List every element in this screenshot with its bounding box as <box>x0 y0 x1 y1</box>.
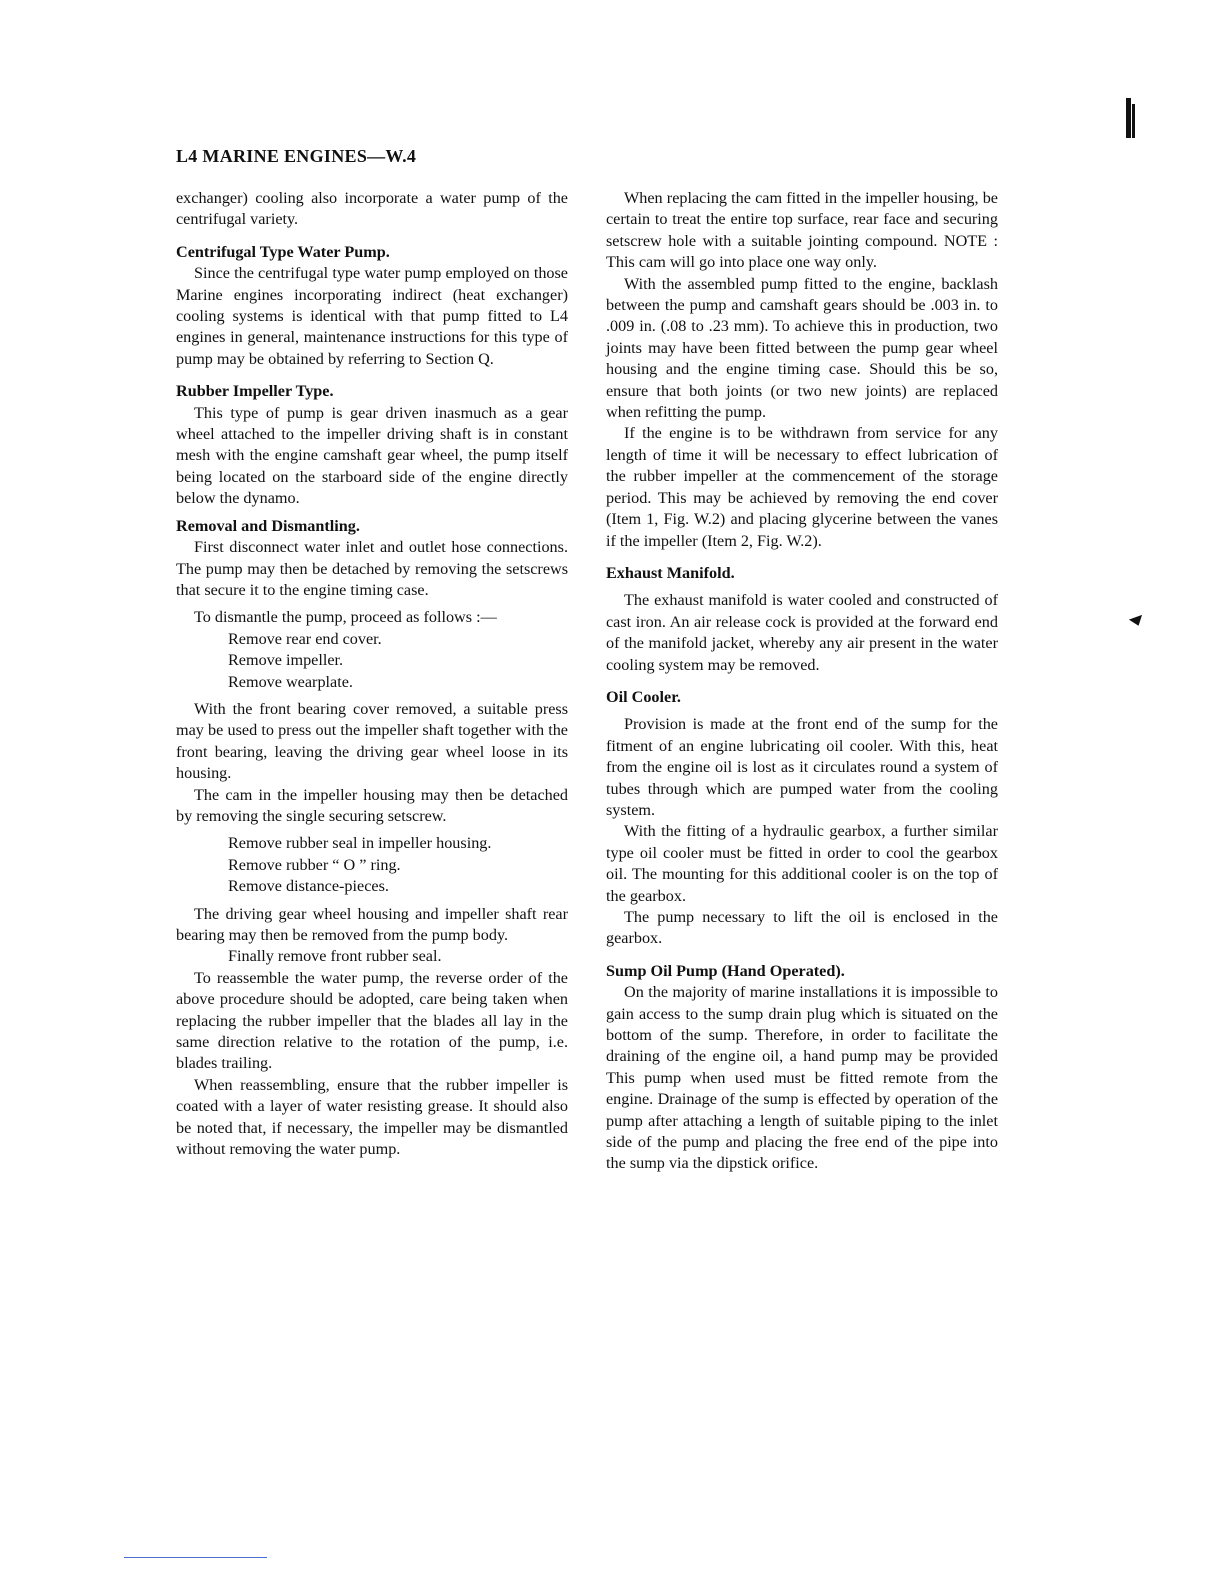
step-list <box>228 833 568 897</box>
section-heading: Exhaust Manifold. <box>606 563 735 582</box>
section-heading: Sump Oil Pump (Hand Operated). <box>606 961 845 980</box>
page-edge-mark <box>1126 98 1131 138</box>
paragraph: To reassemble the water pump, the reverse order of the above procedure should be adopted, care being taken when replacing the rubber impeller that the blades all lay in the same direction relative to the rotation of the pump, i.e. blades trailing. <box>176 968 568 1073</box>
paragraph: With the fitting of a hydraulic gearbox, a further similar type oil cooler must be fitted in order to cool the gearbox oil. The mounting for this additional cooler is on the top of the gearbox. <box>606 822 998 905</box>
paragraph: When reassembling, ensure that the rubber impeller is coated with a layer of water resisting grease. It should also be noted that, if necessary, the impeller may be dismantled without removing the water pump. <box>176 1075 568 1159</box>
page-edge-mark <box>1132 104 1135 138</box>
paragraph: With the front bearing cover removed, a suitable press may be used to press out the impeller shaft together with the front bearing, leaving the driving gear wheel loose in its housing. <box>176 699 568 783</box>
list-item: Finally remove front rubber seal. <box>228 947 442 966</box>
step-list <box>228 946 568 967</box>
paragraph: Provision is made at the front end of the sump for the fitment of an engine lubricating oil cooler. With this, heat from the engine oil is lost as it circulates round a system of tubes through which are pumped water from the cooling system. <box>606 715 998 819</box>
paragraph: The exhaust manifold is water cooled and constructed of cast iron. An air release cock is provided at the forward end of the manifold jacket, whereby any air present in the water cooling system may be removed. <box>606 591 998 674</box>
paragraph: This type of pump is gear driven inasmuch as a gear wheel attached to the impeller driving shaft is in constant mesh with the engine camshaft gear wheel, the pump itself being located on the starboard side of the engine directly below the dynamo. <box>176 403 568 508</box>
paragraph: With the assembled pump fitted to the engine, backlash between the pump and camshaft gears should be .003 in. to .009 in. (.08 to .23 mm). To achieve this in production, two joints may have been fitted between the pump gear wheel housing and the engine timing case. Should this be so, ensure that both joints (or two new joints) are replaced when refitting the pump. <box>606 274 998 422</box>
paragraph: The pump necessary to lift the oil is enclosed in the gearbox. <box>606 908 998 948</box>
list-item: Remove rubber seal in impeller housing. <box>228 834 492 853</box>
section-heading: Oil Cooler. <box>606 687 681 706</box>
paragraph: To dismantle the pump, proceed as follows :— <box>194 608 497 627</box>
left-column <box>176 188 568 1160</box>
section-heading: Centrifugal Type Water Pump. <box>176 242 390 261</box>
step-list <box>228 629 568 693</box>
list-item: Remove impeller. <box>228 651 344 670</box>
right-column <box>606 188 998 1175</box>
list-item: Remove rubber “ O ” ring. <box>228 855 401 874</box>
paragraph: First disconnect water inlet and outlet hose connections. The pump may then be detached by removing the setscrews that secure it to the engine timing case. <box>176 538 568 599</box>
list-item: Remove wearplate. <box>228 672 353 691</box>
footer-rule <box>124 1557 267 1558</box>
paragraph: The driving gear wheel housing and impeller shaft rear bearing may then be removed from the pump body. <box>176 904 568 944</box>
list-item: Remove rear end cover. <box>228 629 382 648</box>
paragraph: If the engine is to be withdrawn from service for any length of time it will be necessary to effect lubrication of the rubber impeller at the commencement of the storage period. This may be achieved by removing the end cover (Item 1, Fig. W.2) and placing glycerine between the vanes if the impeller (Item 2, Fig. W.2). <box>606 424 998 550</box>
margin-arrow-mark <box>1129 615 1145 628</box>
paragraph: The cam in the impeller housing may then be detached by removing the single securing setscrew. <box>176 785 568 825</box>
paragraph: When replacing the cam fitted in the impeller housing, be certain to treat the entire top surface, rear face and securing setscrew hole with a suitable jointing compound. NOTE : This cam will go into place one way only. <box>606 189 998 272</box>
section-heading: Removal and Dismantling. <box>176 516 360 535</box>
list-item: Remove distance-pieces. <box>228 877 389 896</box>
section-heading: Rubber Impeller Type. <box>176 382 334 401</box>
paragraph: exchanger) cooling also incorporate a water pump of the centrifugal variety. <box>176 189 568 229</box>
paragraph: Since the centrifugal type water pump employed on those Marine engines incorporating indirect (heat exchanger) cooling systems is identical with that pump fitted to L4 engines in general, maintenance instructions for this type of pump may be obtained by referring to Section Q. <box>176 264 568 368</box>
paragraph: On the majority of marine installations it is impossible to gain access to the sump drain plug which is situated on the bottom of the sump. Therefore, in order to facilitate the draining of the engine oil, a hand pump may be provided This pump when used must be fitted remote from the engine. Drainage of the sump is effected by operation of the pump after attaching a length of suitable piping to the inlet side of the pump and placing the free end of the pipe into the sump via the dipstick orifice. <box>606 983 998 1173</box>
page-header: L4 MARINE ENGINES—W.4 <box>176 146 417 166</box>
